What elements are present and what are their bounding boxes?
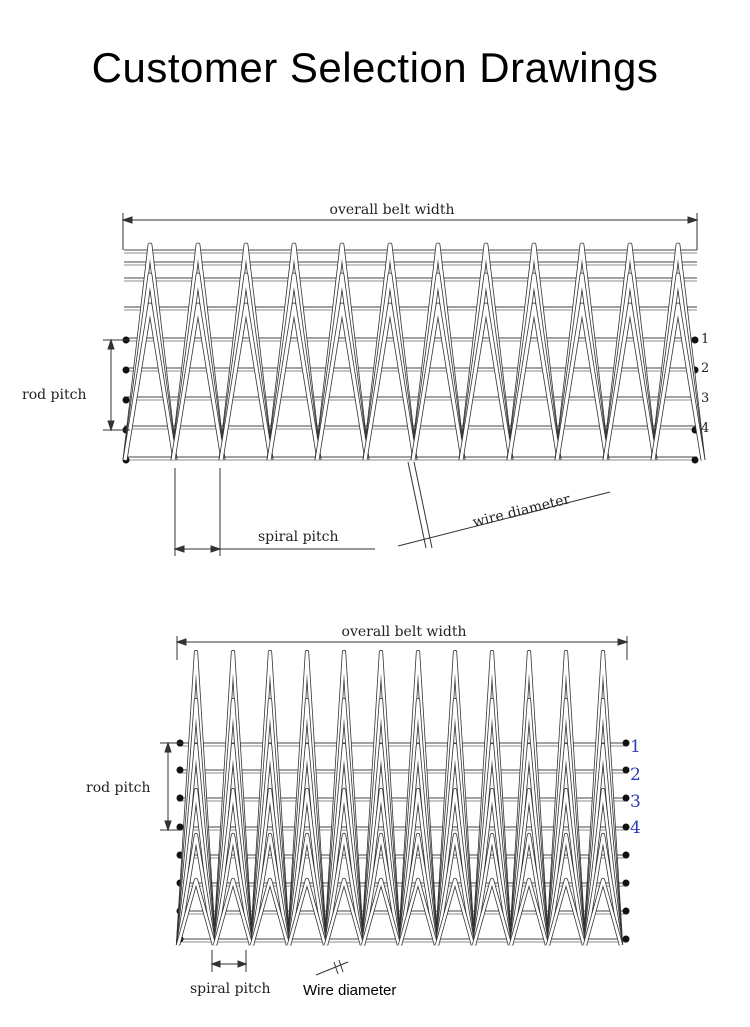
rod-end-knob [623,740,630,747]
rod-end-knob [623,852,630,859]
page-title: Customer Selection Drawings [91,44,659,91]
rod-end-knob [623,908,630,915]
rod-number-2: 2 [630,765,641,785]
belt-mesh-2 [177,652,630,945]
rod-pitch-dimension-1 [103,340,130,430]
rod-number-2: 2 [701,361,710,376]
belt-diagram-bottom [0,615,750,1020]
rod-number-1: 1 [701,332,710,347]
rod-end-knob [177,795,184,802]
spiral-pitch-dimension-2 [212,950,246,972]
wire-diameter-dimension-2 [316,960,348,975]
rod-end-knob [692,457,699,464]
belt-mesh-1 [123,245,704,464]
rod-end-knob [623,767,630,774]
rod-end-knob [123,397,130,404]
rod-pitch-dimension-2 [160,743,182,830]
spiral-pitch-label-2: spiral pitch [190,981,271,997]
rod-end-knob [692,337,699,344]
spiral-pitch-label-1: spiral pitch [258,529,339,545]
rod-pitch-label-1: rod pitch [22,387,87,403]
wire-diameter-label-1: wire diameter [471,491,572,531]
belt-diagram-top [0,190,750,570]
rod-number-3: 3 [630,792,641,812]
rod-end-knob [123,367,130,374]
rod-number-4: 4 [630,818,641,838]
rod-number-1: 1 [630,737,641,757]
overall-belt-width-label-2: overall belt width [341,624,467,640]
rod-number-3: 3 [701,391,710,406]
overall-belt-width-label-1: overall belt width [329,202,455,218]
wire-diameter-dimension-1 [398,462,610,548]
rod-end-knob [623,936,630,943]
rod-number-4: 4 [701,421,710,436]
rod-pitch-label-2: rod pitch [86,780,151,796]
overall-width-dimension-1 [123,213,697,250]
rod-end-knob [623,824,630,831]
rod-end-knob [177,767,184,774]
rod-end-knob [623,795,630,802]
rod-end-knob [623,880,630,887]
wire-diameter-label-2: Wire diameter [303,982,397,999]
rod-end-knob [177,824,184,831]
